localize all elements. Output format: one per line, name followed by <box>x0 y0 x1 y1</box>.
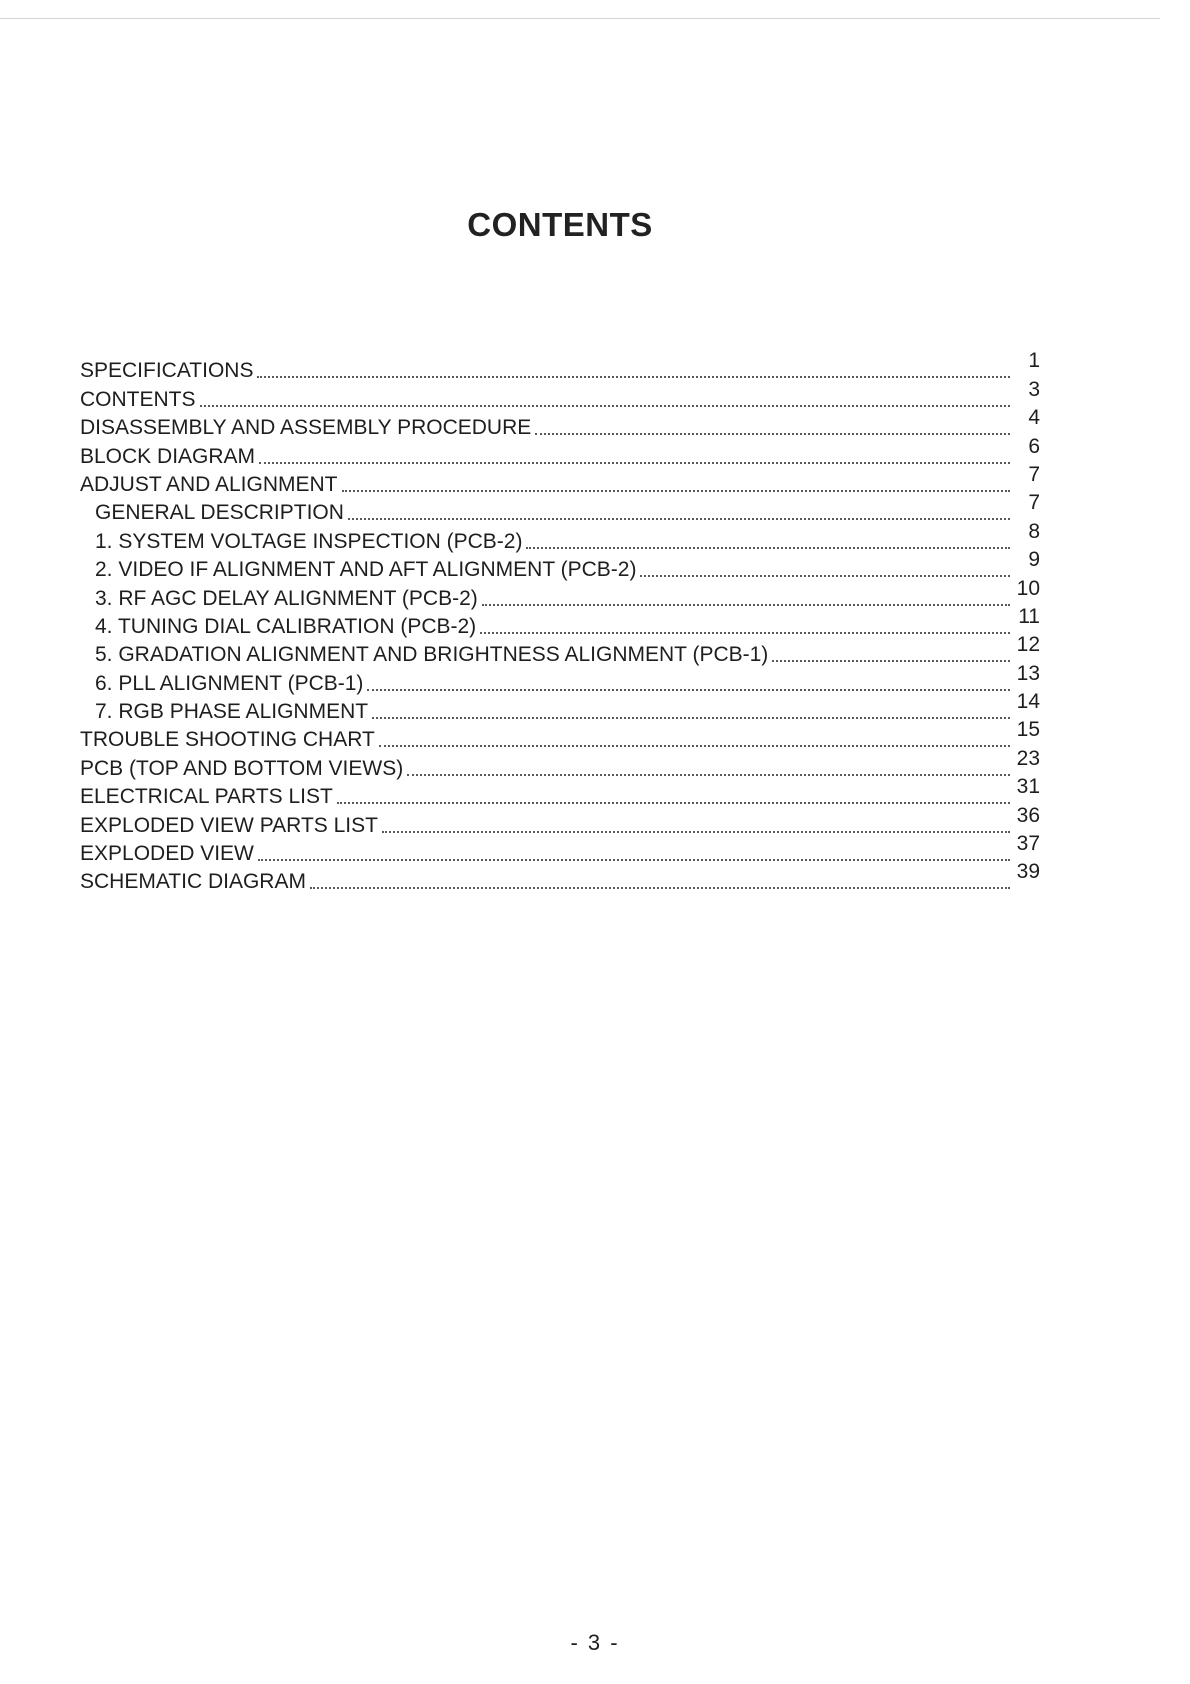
toc-entry-label: EXPLODED VIEW <box>80 842 254 866</box>
toc-entry <box>80 860 1040 894</box>
toc-entry-label: ELECTRICAL PARTS LIST <box>80 785 333 809</box>
dot-leader <box>379 745 1010 747</box>
dot-leader <box>257 376 1010 378</box>
toc-entry-label: ADJUST AND ALIGNMENT <box>80 472 338 496</box>
toc-entry-page: 14 <box>1016 690 1040 714</box>
dot-leader <box>258 859 1010 861</box>
toc-entry-label: GENERAL DESCRIPTION <box>95 501 344 525</box>
toc-entry-label: 2. VIDEO IF ALIGNMENT AND AFT ALIGNMENT (PCB-2) <box>95 558 637 582</box>
toc-entry-label: 6. PLL ALIGNMENT (PCB-1) <box>95 671 364 695</box>
toc-entry <box>80 377 1040 411</box>
toc-entry-label: DISASSEMBLY AND ASSEMBLY PROCEDURE <box>80 416 532 440</box>
dot-leader <box>367 689 1010 691</box>
dot-leader <box>535 433 1010 435</box>
toc-entry-page: 7 <box>1028 462 1040 486</box>
toc-entry-page: 8 <box>1028 519 1040 543</box>
toc-entry-page: 6 <box>1028 434 1040 458</box>
toc-entry <box>80 718 1040 752</box>
toc-entry-page: 10 <box>1016 576 1040 600</box>
toc-entry-page: 1 <box>1028 349 1040 373</box>
toc-entry-label: BLOCK DIAGRAM <box>80 444 256 468</box>
toc-entry-page: 15 <box>1016 718 1040 742</box>
toc-subentry <box>80 690 1040 724</box>
dot-leader <box>407 774 1010 776</box>
toc-entry <box>80 349 1040 383</box>
toc-entry-page: 39 <box>1016 860 1040 884</box>
toc-entry-page: 11 <box>1018 604 1040 628</box>
toc-subentry <box>80 633 1040 667</box>
toc-entry-page: 31 <box>1016 775 1040 799</box>
toc-entry <box>80 434 1040 468</box>
toc-subentry <box>80 604 1040 639</box>
dot-leader <box>200 405 1011 407</box>
toc-entry-page: 36 <box>1016 803 1040 827</box>
toc-entry-label: 1. SYSTEM VOLTAGE INSPECTION (PCB-2) <box>95 529 523 553</box>
toc-entry-page: 7 <box>1028 491 1040 515</box>
toc-entry <box>80 462 1040 497</box>
dot-leader <box>348 518 1010 520</box>
top-rule <box>0 18 1160 19</box>
toc-entry-label: 4. TUNING DIAL CALIBRATION (PCB-2) <box>95 614 477 638</box>
toc-entry-label: TROUBLE SHOOTING CHART <box>80 728 375 752</box>
dot-leader <box>259 462 1010 464</box>
dot-leader <box>482 604 1010 606</box>
toc-entry <box>80 832 1040 866</box>
toc-entry <box>80 775 1040 809</box>
dot-leader <box>310 887 1010 889</box>
toc-entry-label: 5. GRADATION ALIGNMENT AND BRIGHTNESS ALIGNMENT (PCB-1) <box>95 643 769 667</box>
dot-leader <box>772 660 1010 662</box>
dot-leader <box>480 632 1010 634</box>
toc-entry-page: 23 <box>1016 746 1040 770</box>
toc-subentry <box>80 491 1040 525</box>
table-of-contents <box>80 349 1040 894</box>
toc-entry-label: EXPLODED VIEW PARTS LIST <box>80 813 378 837</box>
toc-entry-page: 9 <box>1028 548 1040 572</box>
toc-entry-label: PCB (TOP AND BOTTOM VIEWS) <box>80 756 404 780</box>
toc-entry-page: 37 <box>1016 832 1040 856</box>
page-title: CONTENTS <box>467 206 653 243</box>
toc-subentry <box>80 661 1040 695</box>
dot-leader <box>372 717 1010 719</box>
toc-entry-label: 3. RF AGC DELAY ALIGNMENT (PCB-2) <box>95 586 478 610</box>
toc-entry-label: 7. RGB PHASE ALIGNMENT <box>95 700 369 724</box>
toc-entry-page: 3 <box>1028 377 1040 401</box>
toc-entry-label: SPECIFICATIONS <box>80 359 254 383</box>
dot-leader <box>342 490 1011 492</box>
toc-entry-page: 4 <box>1028 406 1040 430</box>
toc-entry-label: CONTENTS <box>80 387 196 411</box>
dot-leader <box>640 575 1010 577</box>
toc-entry-page: 13 <box>1016 661 1040 685</box>
toc-subentry <box>80 548 1040 582</box>
dot-leader <box>382 831 1010 833</box>
dot-leader <box>526 547 1010 549</box>
toc-entry-page: 12 <box>1016 633 1040 657</box>
toc-entry <box>80 803 1040 837</box>
toc-entry <box>80 406 1040 440</box>
toc-entry-label: SCHEMATIC DIAGRAM <box>80 870 306 894</box>
toc-entry <box>80 746 1040 780</box>
toc-subentry <box>80 576 1040 610</box>
page-number: - 3 - <box>570 1630 620 1655</box>
dot-leader <box>337 802 1010 804</box>
toc-subentry <box>80 519 1040 553</box>
